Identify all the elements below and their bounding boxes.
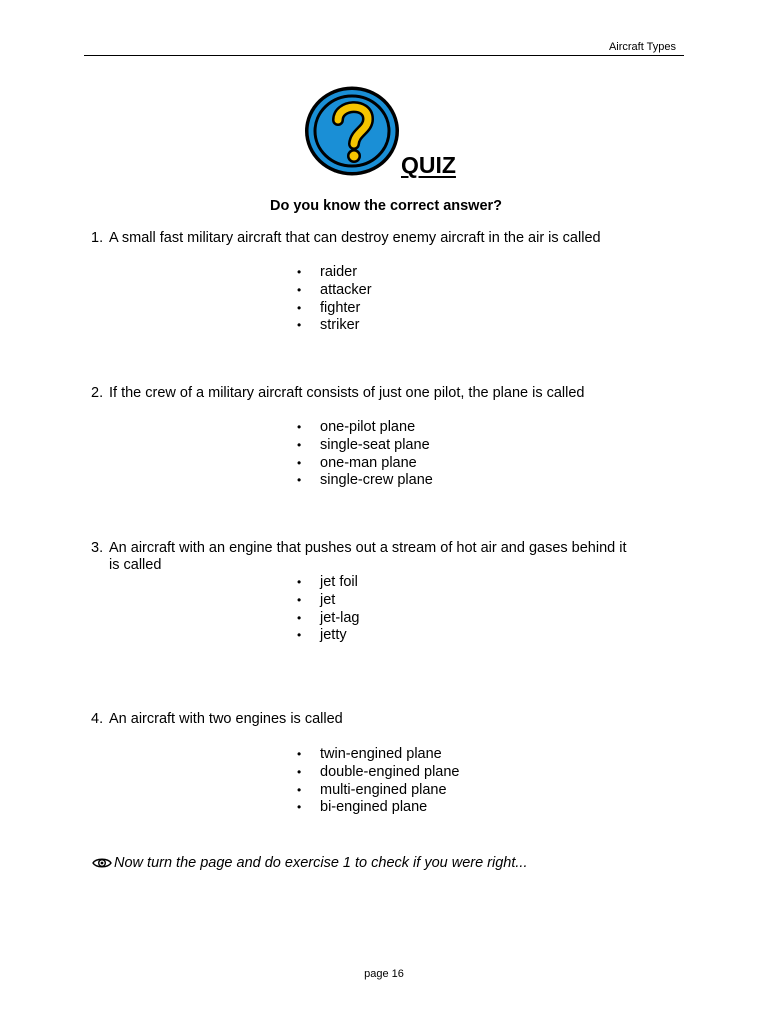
question-mark-icon (302, 84, 402, 178)
bullet-icon: • (297, 575, 302, 589)
question-4 (91, 711, 681, 728)
question-text: An aircraft with an engine that pushes out a stream of hot air and gases behind it (109, 540, 627, 556)
option-label: one-pilot plane (320, 419, 416, 435)
option-item (296, 317, 372, 335)
bullet-icon: • (297, 282, 302, 297)
bullet-icon: • (297, 610, 302, 625)
option-label: striker (320, 317, 360, 334)
option-item (296, 592, 360, 610)
note-text: Now turn the page and do exercise 1 to check if you were right... (114, 855, 528, 871)
option-item (296, 782, 460, 800)
bullet-icon: • (297, 300, 302, 315)
eye-icon (92, 857, 112, 869)
question-3 (91, 540, 681, 574)
bullet-icon: • (297, 473, 302, 488)
quiz-title: QUIZ (401, 152, 456, 178)
option-label: single-crew plane (320, 472, 433, 489)
option-label: jet foil (320, 574, 358, 590)
question-number: 3. (91, 540, 104, 556)
question-text: An aircraft with two engines is called (109, 711, 343, 727)
bullet-icon: • (297, 455, 302, 470)
option-label: multi-engined plane (320, 781, 447, 798)
question-4-options (296, 746, 460, 817)
question-number: 1. (91, 230, 104, 246)
option-item (296, 610, 360, 628)
header-title: Aircraft Types (608, 41, 676, 53)
bullet-icon: • (297, 265, 302, 279)
bullet-icon: • (297, 420, 302, 434)
option-label: attacker (320, 281, 372, 298)
option-label: jet-lag (320, 609, 360, 626)
question-2 (91, 385, 681, 402)
option-label: double-engined plane (320, 763, 460, 780)
question-3-options (296, 574, 360, 645)
option-label: jet (320, 591, 336, 608)
question-1 (91, 230, 681, 247)
option-label: raider (320, 264, 358, 280)
question-2-options (296, 419, 433, 490)
question-text-continued: is called (109, 557, 162, 573)
bullet-icon: • (297, 800, 302, 815)
option-label: single-seat plane (320, 436, 430, 453)
option-item (296, 764, 460, 782)
option-item (296, 627, 360, 645)
option-item (296, 437, 433, 455)
question-text: A small fast military aircraft that can destroy enemy aircraft in the air is called (109, 230, 601, 246)
option-item (296, 455, 433, 473)
option-label: bi-engined plane (320, 799, 428, 816)
bullet-icon: • (297, 764, 302, 779)
option-item (296, 419, 433, 437)
option-label: twin-engined plane (320, 746, 442, 762)
option-item (296, 264, 372, 282)
bullet-icon: • (297, 628, 302, 643)
option-label: fighter (320, 299, 361, 316)
page-number: page 16 (364, 968, 404, 980)
option-item (296, 282, 372, 300)
option-item (296, 799, 460, 817)
instruction-note (92, 855, 527, 871)
option-item (296, 574, 360, 592)
question-text: If the crew of a military aircraft consists of just one pilot, the plane is called (109, 385, 585, 401)
header-divider (84, 55, 684, 56)
question-1-options (296, 264, 372, 335)
option-item (296, 746, 460, 764)
quiz-subtitle: Do you know the correct answer? (269, 198, 503, 214)
bullet-icon: • (297, 437, 302, 452)
option-item (296, 300, 372, 318)
bullet-icon: • (297, 592, 302, 607)
bullet-icon: • (297, 747, 302, 761)
option-item (296, 472, 433, 490)
question-number: 4. (91, 711, 104, 727)
bullet-icon: • (297, 782, 302, 797)
option-label: jetty (320, 627, 347, 644)
option-label: one-man plane (320, 454, 417, 471)
bullet-icon: • (297, 318, 302, 333)
question-number: 2. (91, 385, 104, 401)
